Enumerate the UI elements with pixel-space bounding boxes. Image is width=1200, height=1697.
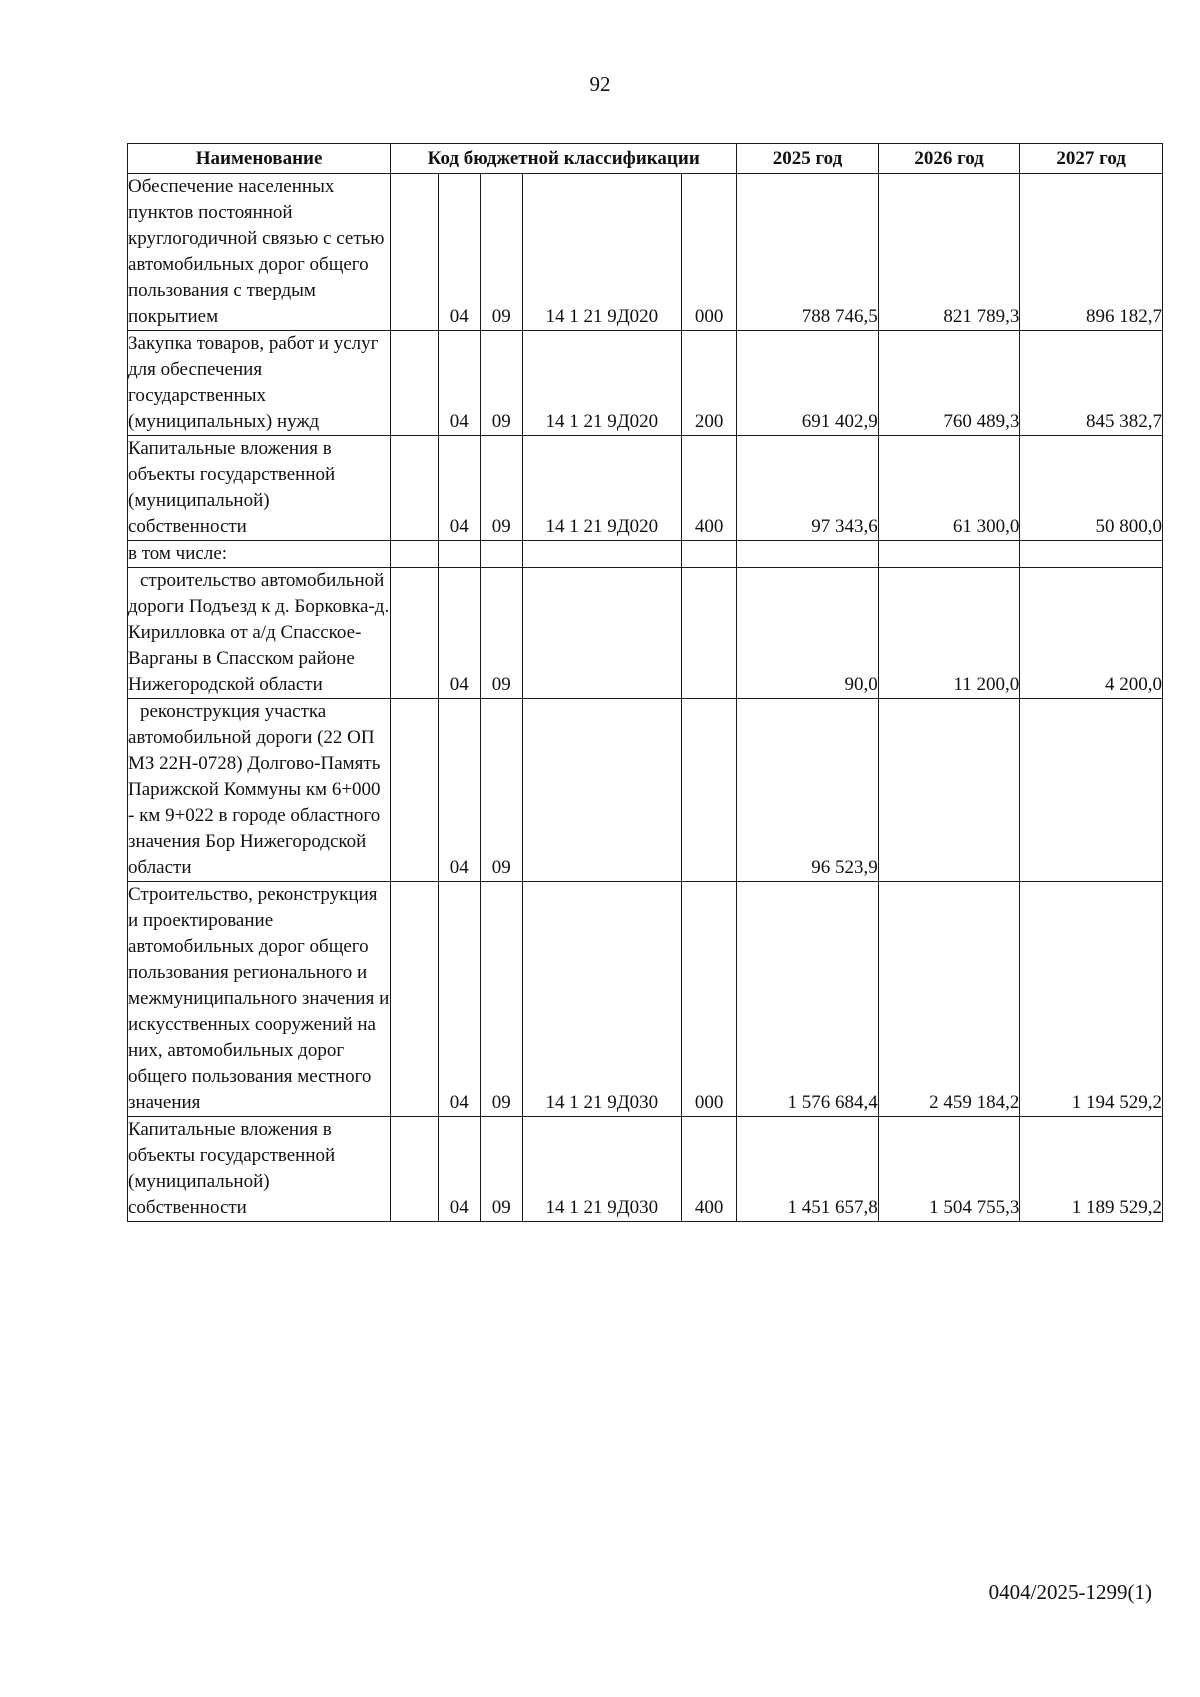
row-code-1 xyxy=(391,882,439,1117)
row-name: Закупка товаров, работ и услуг для обеспечения государственных (муниципальных) нужд xyxy=(128,331,391,436)
table-row xyxy=(128,1117,1163,1222)
row-code-subsection: 09 xyxy=(480,882,522,1117)
document-registration-code: 0404/2025-1299(1) xyxy=(988,1580,1152,1604)
row-value-2027: 845 382,7 xyxy=(1020,331,1163,436)
row-name: Капитальные вложения в объекты государственной (муниципальной) собственности xyxy=(128,1117,391,1222)
table-row xyxy=(128,699,1163,882)
row-code-subsection: 09 xyxy=(480,568,522,699)
row-code-type: 200 xyxy=(681,331,736,436)
row-value-2025: 1 451 657,8 xyxy=(737,1117,879,1222)
row-code-type: 400 xyxy=(681,1117,736,1222)
header-2027: 2027 год xyxy=(1020,144,1163,174)
row-name: Обеспечение населенных пунктов постоянной круглогодичной связью с сетью автомобильных дорог общего пользования с твердым покрытием xyxy=(128,174,391,331)
row-code-section: 04 xyxy=(438,568,480,699)
row-code-section: 04 xyxy=(438,436,480,541)
table-row xyxy=(128,174,1163,331)
row-value-2027 xyxy=(1020,541,1163,568)
row-code-section xyxy=(438,541,480,568)
row-value-2025: 96 523,9 xyxy=(737,699,879,882)
row-value-2027: 1 189 529,2 xyxy=(1020,1117,1163,1222)
row-name: строительство автомобильной дороги Подъезд к д. Борковка-д. Кирилловка от а/д Спасское-Варганы в Спасском районе Нижегородской области xyxy=(128,568,391,699)
row-code-type: 400 xyxy=(681,436,736,541)
header-2026: 2026 год xyxy=(878,144,1020,174)
row-value-2027: 50 800,0 xyxy=(1020,436,1163,541)
row-value-2026: 11 200,0 xyxy=(878,568,1020,699)
row-value-2025 xyxy=(737,541,879,568)
row-code-section: 04 xyxy=(438,331,480,436)
row-value-2026: 821 789,3 xyxy=(878,174,1020,331)
row-code-1 xyxy=(391,699,439,882)
row-code-1 xyxy=(391,436,439,541)
row-value-2026 xyxy=(878,541,1020,568)
row-value-2025: 97 343,6 xyxy=(737,436,879,541)
budget-table xyxy=(127,143,1163,1222)
row-code-section: 04 xyxy=(438,174,480,331)
row-value-2025: 1 576 684,4 xyxy=(737,882,879,1117)
row-code-subsection: 09 xyxy=(480,436,522,541)
row-code-target xyxy=(522,541,681,568)
row-value-2026: 760 489,3 xyxy=(878,331,1020,436)
table-header-row xyxy=(128,144,1163,174)
row-code-subsection xyxy=(480,541,522,568)
row-code-section: 04 xyxy=(438,882,480,1117)
row-value-2026: 1 504 755,3 xyxy=(878,1117,1020,1222)
table-row xyxy=(128,541,1163,568)
row-value-2027: 1 194 529,2 xyxy=(1020,882,1163,1117)
row-code-target: 14 1 21 9Д030 xyxy=(522,1117,681,1222)
row-code-1 xyxy=(391,174,439,331)
row-code-target: 14 1 21 9Д020 xyxy=(522,174,681,331)
table-row xyxy=(128,331,1163,436)
row-code-1 xyxy=(391,331,439,436)
row-code-target: 14 1 21 9Д020 xyxy=(522,436,681,541)
table-row xyxy=(128,436,1163,541)
row-value-2027: 896 182,7 xyxy=(1020,174,1163,331)
row-code-1 xyxy=(391,541,439,568)
row-code-section: 04 xyxy=(438,699,480,882)
header-2025: 2025 год xyxy=(737,144,879,174)
table-row xyxy=(128,568,1163,699)
row-value-2026 xyxy=(878,699,1020,882)
row-value-2025: 788 746,5 xyxy=(737,174,879,331)
row-code-section: 04 xyxy=(438,1117,480,1222)
row-value-2026: 2 459 184,2 xyxy=(878,882,1020,1117)
row-code-type xyxy=(681,699,736,882)
header-kbk: Код бюджетной классификации xyxy=(391,144,737,174)
row-code-1 xyxy=(391,568,439,699)
row-value-2025: 691 402,9 xyxy=(737,331,879,436)
row-code-subsection: 09 xyxy=(480,331,522,436)
row-code-subsection: 09 xyxy=(480,1117,522,1222)
row-code-type xyxy=(681,568,736,699)
row-code-1 xyxy=(391,1117,439,1222)
row-code-type: 000 xyxy=(681,882,736,1117)
row-code-type xyxy=(681,541,736,568)
row-value-2026: 61 300,0 xyxy=(878,436,1020,541)
table-row xyxy=(128,882,1163,1117)
row-code-type: 000 xyxy=(681,174,736,331)
page-number: 92 xyxy=(589,72,611,96)
row-name: реконструкция участка автомобильной дороги (22 ОП МЗ 22Н-0728) Долгово-Память Парижской Коммуны км 6+000 - км 9+022 в городе областного значения Бор Нижегородской области xyxy=(128,699,391,882)
row-code-target xyxy=(522,568,681,699)
row-code-subsection: 09 xyxy=(480,174,522,331)
row-code-target: 14 1 21 9Д020 xyxy=(522,331,681,436)
row-name: Строительство, реконструкция и проектирование автомобильных дорог общего пользования регионального и межмуниципального значения и искусственных сооружений на них, автомобильных дорог общего пользования местного значения xyxy=(128,882,391,1117)
row-value-2025: 90,0 xyxy=(737,568,879,699)
header-name: Наименование xyxy=(128,144,391,174)
row-code-target: 14 1 21 9Д030 xyxy=(522,882,681,1117)
row-name: Капитальные вложения в объекты государственной (муниципальной) собственности xyxy=(128,436,391,541)
row-value-2027 xyxy=(1020,699,1163,882)
row-name: в том числе: xyxy=(128,541,391,568)
row-code-target xyxy=(522,699,681,882)
row-code-subsection: 09 xyxy=(480,699,522,882)
row-value-2027: 4 200,0 xyxy=(1020,568,1163,699)
